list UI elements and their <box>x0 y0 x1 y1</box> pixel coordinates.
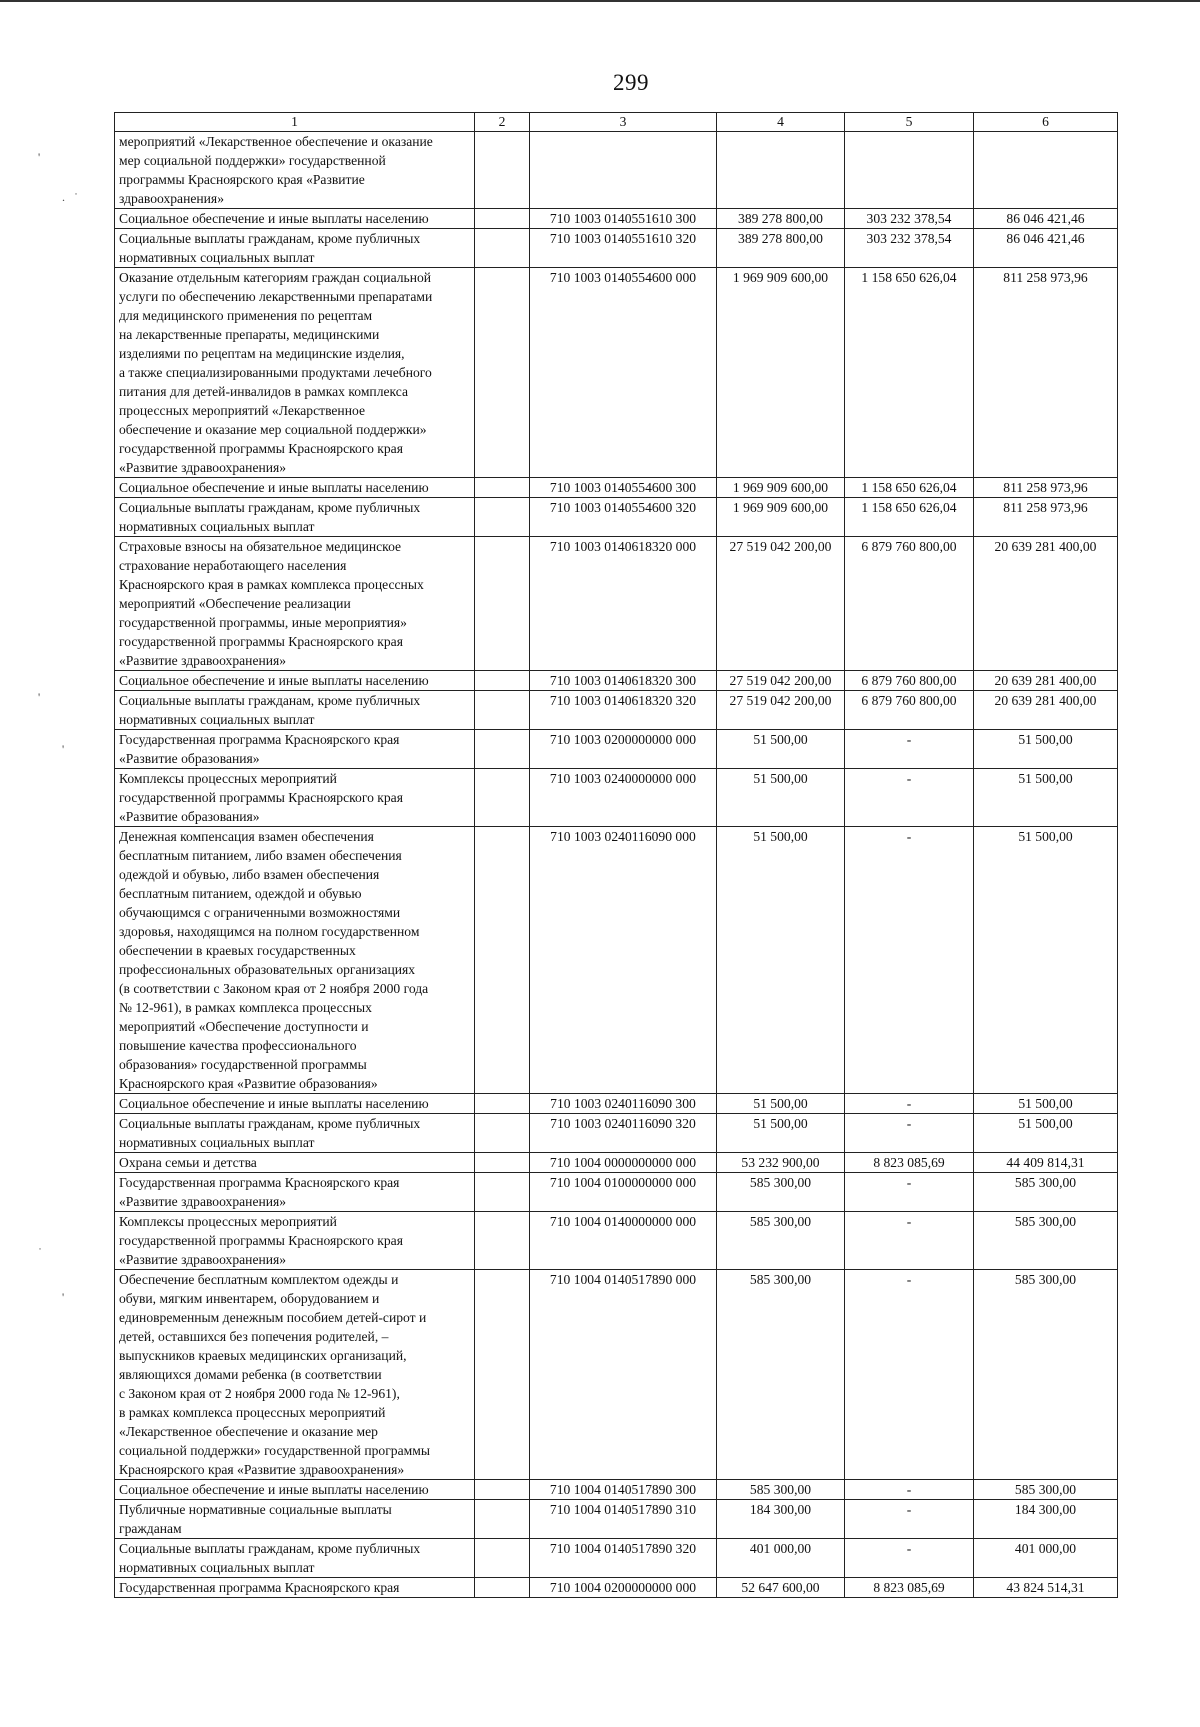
row-value-col-5: - <box>845 1500 974 1539</box>
row-value-col-6: 585 300,00 <box>974 1173 1118 1212</box>
table-row <box>115 229 1118 268</box>
row-description: Социальное обеспечение и иные выплаты населению <box>115 671 475 691</box>
row-value-col-6: 43 824 514,31 <box>974 1578 1118 1598</box>
margin-speck: ˙ <box>38 1245 42 1259</box>
row-value-col-5: 6 879 760 800,00 <box>845 671 974 691</box>
row-value-col-4: 52 647 600,00 <box>717 1578 845 1598</box>
row-budget-code: 710 1004 0140517890 300 <box>530 1480 717 1500</box>
table-row <box>115 537 1118 671</box>
row-description: Социальные выплаты гражданам, кроме публичных нормативных социальных выплат <box>115 229 475 268</box>
margin-speck: ' <box>38 690 41 704</box>
row-value-col-4: 53 232 900,00 <box>717 1153 845 1173</box>
row-budget-code: 710 1003 0240116090 300 <box>530 1094 717 1114</box>
row-description: Государственная программа Красноярского края «Развитие здравоохранения» <box>115 1173 475 1212</box>
row-value-col-6: 20 639 281 400,00 <box>974 691 1118 730</box>
row-budget-code: 710 1003 0240116090 000 <box>530 827 717 1094</box>
row-value-col-6: 401 000,00 <box>974 1539 1118 1578</box>
header-col-4: 4 <box>717 113 845 132</box>
table-row <box>115 1094 1118 1114</box>
row-value-col-6: 51 500,00 <box>974 1094 1118 1114</box>
row-value-col-6: 20 639 281 400,00 <box>974 671 1118 691</box>
row-description: Социальные выплаты гражданам, кроме публичных нормативных социальных выплат <box>115 498 475 537</box>
row-value-col-5: 8 823 085,69 <box>845 1153 974 1173</box>
table-row <box>115 1270 1118 1480</box>
row-col-2 <box>475 1270 530 1480</box>
row-value-col-4: 389 278 800,00 <box>717 209 845 229</box>
row-value-col-6: 51 500,00 <box>974 1114 1118 1153</box>
header-col-1: 1 <box>115 113 475 132</box>
row-budget-code: 710 1004 0200000000 000 <box>530 1578 717 1598</box>
row-budget-code: 710 1004 0140517890 000 <box>530 1270 717 1480</box>
header-col-2: 2 <box>475 113 530 132</box>
row-description: Денежная компенсация взамен обеспечения бесплатным питанием, либо взамен обеспечения одеждой и обувью, либо взамен обеспечения бесплатным питанием, одеждой и обувью обучающимся с ограниченными возможностями здоровья, находящимся на полном государственном обеспечении в краевых государственных профессиональных образовательных организациях (в соответствии с Законом края от 2 ноября 2000 года № 12-961), в рамках комплекса процессных мероприятий «Обеспечение доступности и повышение качества профессионального образования» государственной программы Красноярского края «Развитие образования» <box>115 827 475 1094</box>
row-budget-code: 710 1003 0140554600 320 <box>530 498 717 537</box>
row-value-col-6: 811 258 973,96 <box>974 478 1118 498</box>
row-description: Социальное обеспечение и иные выплаты населению <box>115 1094 475 1114</box>
row-description: Страховые взносы на обязательное медицинское страхование неработающего населения Красноярского края в рамках комплекса процессных мероприятий «Обеспечение реализации государственной программы, иные мероприятия» государственной программы Красноярского края «Развитие здравоохранения» <box>115 537 475 671</box>
row-budget-code: 710 1004 0140000000 000 <box>530 1212 717 1270</box>
row-value-col-4: 51 500,00 <box>717 1114 845 1153</box>
row-description: мероприятий «Лекарственное обеспечение и оказание мер социальной поддержки» государственной программы Красноярского края «Развитие здравоохранения» <box>115 132 475 209</box>
table-row <box>115 1500 1118 1539</box>
row-value-col-4: 401 000,00 <box>717 1539 845 1578</box>
row-value-col-5: 6 879 760 800,00 <box>845 691 974 730</box>
row-value-col-6: 44 409 814,31 <box>974 1153 1118 1173</box>
row-col-2 <box>475 730 530 769</box>
row-col-2 <box>475 1539 530 1578</box>
row-col-2 <box>475 132 530 209</box>
row-value-col-4: 51 500,00 <box>717 769 845 827</box>
row-description: Комплексы процессных мероприятий государственной программы Красноярского края «Развитие здравоохранения» <box>115 1212 475 1270</box>
header-col-6: 6 <box>974 113 1118 132</box>
row-col-2 <box>475 537 530 671</box>
row-value-col-6: 20 639 281 400,00 <box>974 537 1118 671</box>
row-col-2 <box>475 1578 530 1598</box>
row-budget-code: 710 1004 0100000000 000 <box>530 1173 717 1212</box>
header-col-5: 5 <box>845 113 974 132</box>
row-col-2 <box>475 1094 530 1114</box>
row-budget-code: 710 1003 0140551610 320 <box>530 229 717 268</box>
row-value-col-6: 585 300,00 <box>974 1480 1118 1500</box>
row-value-col-4: 27 519 042 200,00 <box>717 537 845 671</box>
row-value-col-6: 585 300,00 <box>974 1270 1118 1480</box>
row-value-col-5: - <box>845 1270 974 1480</box>
row-col-2 <box>475 498 530 537</box>
margin-speck: ' <box>62 1290 65 1304</box>
row-description: Социальные выплаты гражданам, кроме публичных нормативных социальных выплат <box>115 1539 475 1578</box>
table-row <box>115 730 1118 769</box>
row-value-col-6: 811 258 973,96 <box>974 498 1118 537</box>
row-value-col-5: - <box>845 1480 974 1500</box>
row-description: Социальное обеспечение и иные выплаты населению <box>115 1480 475 1500</box>
row-value-col-5: - <box>845 1114 974 1153</box>
row-col-2 <box>475 691 530 730</box>
row-description: Обеспечение бесплатным комплектом одежды и обуви, мягким инвентарем, оборудованием и единовременным денежным пособием детей-сирот и детей, оставшихся без попечения родителей, – выпускников краевых медицинских организаций, являющихся домами ребенка (в соответствии с Законом края от 2 ноября 2000 года № 12-961), в рамках комплекса процессных мероприятий «Лекарственное обеспечение и оказание мер социальной поддержки» государственной программы Красноярского края «Развитие здравоохранения» <box>115 1270 475 1480</box>
row-col-2 <box>475 1114 530 1153</box>
row-description: Государственная программа Красноярского края «Развитие образования» <box>115 730 475 769</box>
table-row <box>115 1578 1118 1598</box>
row-description: Государственная программа Красноярского края <box>115 1578 475 1598</box>
row-description: Социальное обеспечение и иные выплаты населению <box>115 209 475 229</box>
row-value-col-4: 1 969 909 600,00 <box>717 478 845 498</box>
row-value-col-5: - <box>845 1094 974 1114</box>
row-value-col-4: 585 300,00 <box>717 1173 845 1212</box>
row-budget-code: 710 1003 0140618320 300 <box>530 671 717 691</box>
row-value-col-4 <box>717 132 845 209</box>
table-row <box>115 1480 1118 1500</box>
row-value-col-4: 51 500,00 <box>717 827 845 1094</box>
row-col-2 <box>475 209 530 229</box>
row-value-col-6: 811 258 973,96 <box>974 268 1118 478</box>
row-value-col-6: 86 046 421,46 <box>974 229 1118 268</box>
row-value-col-6: 86 046 421,46 <box>974 209 1118 229</box>
row-description: Социальные выплаты гражданам, кроме публичных нормативных социальных выплат <box>115 691 475 730</box>
table-row <box>115 691 1118 730</box>
row-col-2 <box>475 1500 530 1539</box>
row-value-col-5: - <box>845 730 974 769</box>
margin-speck: ' <box>38 150 41 164</box>
row-value-col-4: 389 278 800,00 <box>717 229 845 268</box>
row-value-col-6: 585 300,00 <box>974 1212 1118 1270</box>
table-row <box>115 1173 1118 1212</box>
row-value-col-5: - <box>845 1539 974 1578</box>
row-description: Социальное обеспечение и иные выплаты населению <box>115 478 475 498</box>
row-value-col-4: 51 500,00 <box>717 730 845 769</box>
row-col-2 <box>475 1212 530 1270</box>
row-description: Охрана семьи и детства <box>115 1153 475 1173</box>
table-row <box>115 671 1118 691</box>
row-budget-code: 710 1003 0140618320 320 <box>530 691 717 730</box>
row-budget-code <box>530 132 717 209</box>
table-row <box>115 1212 1118 1270</box>
row-col-2 <box>475 671 530 691</box>
row-budget-code: 710 1004 0000000000 000 <box>530 1153 717 1173</box>
row-budget-code: 710 1003 0140554600 300 <box>530 478 717 498</box>
row-value-col-4: 1 969 909 600,00 <box>717 268 845 478</box>
row-col-2 <box>475 478 530 498</box>
row-value-col-6: 51 500,00 <box>974 730 1118 769</box>
row-value-col-6: 51 500,00 <box>974 827 1118 1094</box>
table-row <box>115 827 1118 1094</box>
row-value-col-6: 51 500,00 <box>974 769 1118 827</box>
row-value-col-5: - <box>845 1212 974 1270</box>
row-budget-code: 710 1003 0200000000 000 <box>530 730 717 769</box>
row-col-2 <box>475 268 530 478</box>
row-value-col-5: 303 232 378,54 <box>845 229 974 268</box>
budget-table <box>114 112 1118 1598</box>
row-value-col-6: 184 300,00 <box>974 1500 1118 1539</box>
row-value-col-4: 51 500,00 <box>717 1094 845 1114</box>
row-budget-code: 710 1004 0140517890 320 <box>530 1539 717 1578</box>
row-value-col-5: - <box>845 769 974 827</box>
row-value-col-4: 585 300,00 <box>717 1212 845 1270</box>
row-value-col-5 <box>845 132 974 209</box>
table-row <box>115 132 1118 209</box>
margin-speck: ' <box>62 742 65 756</box>
row-value-col-5: 8 823 085,69 <box>845 1578 974 1598</box>
row-value-col-6 <box>974 132 1118 209</box>
table-row <box>115 1153 1118 1173</box>
row-value-col-5: - <box>845 827 974 1094</box>
row-budget-code: 710 1003 0140551610 300 <box>530 209 717 229</box>
row-description: Социальные выплаты гражданам, кроме публичных нормативных социальных выплат <box>115 1114 475 1153</box>
row-value-col-5: 6 879 760 800,00 <box>845 537 974 671</box>
row-value-col-5: 303 232 378,54 <box>845 209 974 229</box>
row-description: Публичные нормативные социальные выплаты гражданам <box>115 1500 475 1539</box>
row-budget-code: 710 1004 0140517890 310 <box>530 1500 717 1539</box>
row-description: Комплексы процессных мероприятий государственной программы Красноярского края «Развитие образования» <box>115 769 475 827</box>
table-row <box>115 268 1118 478</box>
row-value-col-4: 585 300,00 <box>717 1270 845 1480</box>
row-value-col-4: 27 519 042 200,00 <box>717 671 845 691</box>
row-col-2 <box>475 1480 530 1500</box>
row-col-2 <box>475 1173 530 1212</box>
row-col-2 <box>475 827 530 1094</box>
row-value-col-5: - <box>845 1173 974 1212</box>
row-budget-code: 710 1003 0240116090 320 <box>530 1114 717 1153</box>
row-value-col-5: 1 158 650 626,04 <box>845 498 974 537</box>
row-description: Оказание отдельным категориям граждан социальной услуги по обеспечению лекарственными препаратами для медицинского применения по рецептам на лекарственные препараты, медицинскими изделиями по рецептам на медицинские изделия, а также специализированными продуктами лечебного питания для детей-инвалидов в рамках комплекса процессных мероприятий «Лекарственное обеспечение и оказание мер социальной поддержки» государственной программы Красноярского края «Развитие здравоохранения» <box>115 268 475 478</box>
margin-speck: . ˙ <box>62 190 78 204</box>
table-row <box>115 1539 1118 1578</box>
header-col-3: 3 <box>530 113 717 132</box>
row-budget-code: 710 1003 0140618320 000 <box>530 537 717 671</box>
table-row <box>115 769 1118 827</box>
row-col-2 <box>475 769 530 827</box>
row-budget-code: 710 1003 0240000000 000 <box>530 769 717 827</box>
row-value-col-5: 1 158 650 626,04 <box>845 478 974 498</box>
table-row <box>115 1114 1118 1153</box>
row-value-col-4: 585 300,00 <box>717 1480 845 1500</box>
table-body <box>115 132 1118 1598</box>
page-top-border <box>0 0 1200 2</box>
row-value-col-4: 27 519 042 200,00 <box>717 691 845 730</box>
table-row <box>115 498 1118 537</box>
row-budget-code: 710 1003 0140554600 000 <box>530 268 717 478</box>
table-row <box>115 209 1118 229</box>
row-value-col-4: 1 969 909 600,00 <box>717 498 845 537</box>
row-value-col-5: 1 158 650 626,04 <box>845 268 974 478</box>
row-col-2 <box>475 229 530 268</box>
table-header-row <box>115 113 1118 132</box>
row-col-2 <box>475 1153 530 1173</box>
row-value-col-4: 184 300,00 <box>717 1500 845 1539</box>
page-number: 299 <box>613 70 649 95</box>
table-row <box>115 478 1118 498</box>
